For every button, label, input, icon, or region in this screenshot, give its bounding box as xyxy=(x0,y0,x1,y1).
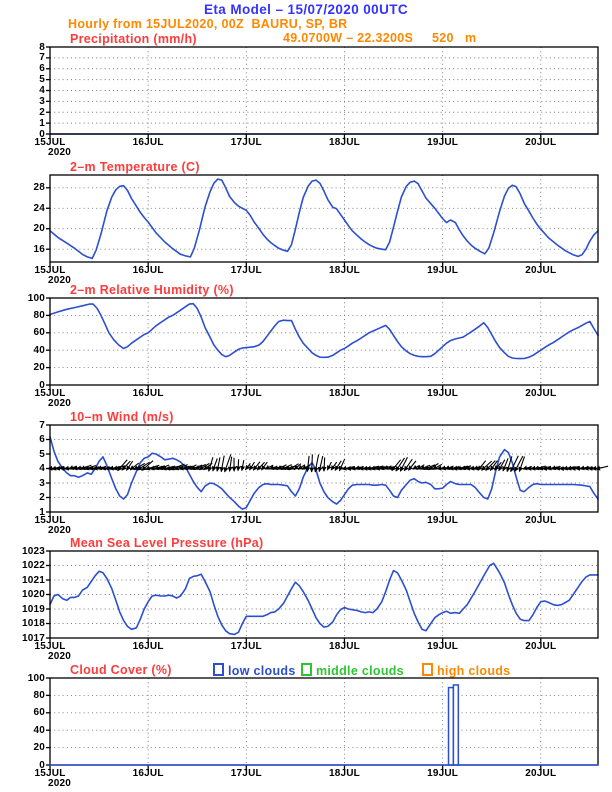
x-tick-label: 16JUL xyxy=(132,768,164,779)
y-tick-label: 1020 xyxy=(21,589,45,600)
x-tick-label: 17JUL xyxy=(230,515,262,526)
panel-title-1: 2–m Temperature (C) xyxy=(70,160,200,174)
y-tick-label: 1017 xyxy=(21,632,45,644)
y-tick-label: 0 xyxy=(39,759,45,771)
y-tick-label: 1022 xyxy=(21,560,45,571)
x-tick-label: 19JUL xyxy=(427,388,459,399)
x-tick-label: 18JUL xyxy=(328,515,360,526)
y-tick-label: 5 xyxy=(39,448,45,460)
y-tick-label: 6 xyxy=(39,434,45,445)
wind-arrow-icon xyxy=(230,457,232,472)
x-tick-label: 15JUL xyxy=(34,388,66,399)
x-tick-label: 19JUL xyxy=(427,515,459,526)
x-tick-year-label: 2020 xyxy=(48,275,72,286)
x-tick-label: 17JUL xyxy=(230,641,262,652)
y-tick-label: 7 xyxy=(39,52,45,64)
wind-arrow-icon xyxy=(209,457,213,471)
panel-title-4: Mean Sea Level Pressure (hPa) xyxy=(70,536,264,550)
high-clouds-swatch-icon xyxy=(422,663,433,676)
legend-item-high-clouds xyxy=(422,663,510,678)
y-tick-label: 2 xyxy=(39,492,45,503)
wind-arrow-icon xyxy=(319,456,323,472)
y-tick-label: 4 xyxy=(39,463,45,474)
x-tick-label: 20JUL xyxy=(525,137,557,148)
x-tick-year-label: 2020 xyxy=(48,525,72,536)
y-tick-label: 1023 xyxy=(21,545,45,557)
y-tick-label: 20 xyxy=(33,742,45,754)
y-tick-label: 5 xyxy=(39,74,45,86)
x-tick-label: 20JUL xyxy=(525,515,557,526)
x-tick-label: 15JUL xyxy=(34,515,66,526)
panel-title-0: Precipitation (mm/h) xyxy=(70,32,197,46)
x-tick-label: 16JUL xyxy=(132,641,164,652)
x-tick-label: 17JUL xyxy=(230,388,262,399)
y-tick-label: 3 xyxy=(39,477,45,489)
y-tick-label: 100 xyxy=(27,672,45,684)
y-tick-label: 1 xyxy=(39,506,45,518)
panel-title-2: 2–m Relative Humidity (%) xyxy=(70,283,234,297)
x-tick-year-label: 2020 xyxy=(48,147,72,158)
wind-direction-arrows xyxy=(48,454,608,472)
x-tick-label: 17JUL xyxy=(230,137,262,148)
y-tick-label: 1 xyxy=(39,117,45,129)
x-tick-label: 20JUL xyxy=(525,641,557,652)
y-tick-label: 6 xyxy=(39,63,45,75)
wind-arrow-icon xyxy=(315,455,318,473)
x-tick-label: 19JUL xyxy=(427,641,459,652)
x-tick-label: 18JUL xyxy=(328,768,360,779)
x-tick-label: 19JUL xyxy=(427,137,459,148)
plot-frame xyxy=(50,678,598,765)
y-tick-label: 7 xyxy=(39,419,45,431)
plot-area-4 xyxy=(50,551,598,638)
wind-arrow-icon xyxy=(324,458,325,472)
x-tick-label: 19JUL xyxy=(427,265,459,276)
wind-arrow-icon xyxy=(213,459,218,472)
run-subtitle: Hourly from 15JUL2020, 00Z BAURU, SP, BR xyxy=(68,17,348,31)
wind-arrow-icon xyxy=(217,457,220,471)
x-tick-label: 20JUL xyxy=(525,388,557,399)
legend-item-low-clouds xyxy=(213,663,296,678)
wind-arrow-icon xyxy=(478,461,486,471)
plot-area-5 xyxy=(50,678,598,765)
plot-area-1 xyxy=(50,175,598,262)
legend-label: low clouds xyxy=(228,664,296,678)
x-tick-label: 16JUL xyxy=(132,515,164,526)
x-tick-label: 16JUL xyxy=(132,265,164,276)
station-coordinates: 49.0700W – 22.3200S 520 m xyxy=(283,31,477,45)
y-tick-label: 100 xyxy=(27,292,45,304)
x-tick-label: 17JUL xyxy=(230,265,262,276)
middle-clouds-swatch-icon xyxy=(301,663,312,676)
wind_speed_10m-line xyxy=(50,437,598,510)
panel-title-5: Cloud Cover (%) xyxy=(70,663,172,677)
y-tick-label: 60 xyxy=(33,707,45,719)
x-tick-label: 18JUL xyxy=(328,137,360,148)
x-tick-label: 18JUL xyxy=(328,641,360,652)
y-tick-label: 40 xyxy=(33,344,45,356)
y-tick-label: 28 xyxy=(33,182,45,194)
x-tick-label: 15JUL xyxy=(34,768,66,779)
y-tick-label: 0 xyxy=(39,128,45,140)
legend-label: middle clouds xyxy=(316,664,404,678)
low_clouds_bar xyxy=(453,685,458,765)
wind-arrow-icon xyxy=(307,456,309,472)
legend-item-middle-clouds xyxy=(301,663,404,678)
x-tick-label: 20JUL xyxy=(525,265,557,276)
x-tick-label: 18JUL xyxy=(328,388,360,399)
y-tick-label: 8 xyxy=(39,41,45,53)
x-tick-label: 17JUL xyxy=(230,768,262,779)
x-tick-label: 16JUL xyxy=(132,137,164,148)
x-tick-label: 15JUL xyxy=(34,265,66,276)
page-title: Eta Model – 15/07/2020 00UTC xyxy=(203,2,409,17)
x-tick-label: 18JUL xyxy=(328,265,360,276)
y-tick-label: 80 xyxy=(33,689,45,701)
x-tick-label: 15JUL xyxy=(34,137,66,148)
y-tick-label: 80 xyxy=(33,309,45,321)
y-tick-label: 3 xyxy=(39,95,45,107)
plot-frame xyxy=(50,298,598,385)
wind-arrow-icon xyxy=(238,459,239,471)
y-tick-label: 24 xyxy=(33,202,45,214)
temperature_2m-line xyxy=(50,179,598,258)
wind-arrow-icon xyxy=(242,460,244,470)
x-tick-label: 15JUL xyxy=(34,641,66,652)
y-tick-label: 4 xyxy=(39,85,45,96)
x-tick-label: 16JUL xyxy=(132,388,164,399)
x-tick-label: 19JUL xyxy=(427,768,459,779)
y-tick-label: 1018 xyxy=(21,618,45,629)
plot-area-0 xyxy=(50,47,598,134)
y-tick-label: 1019 xyxy=(21,603,45,615)
panel-title-3: 10–m Wind (m/s) xyxy=(70,410,174,424)
wind-arrow-icon xyxy=(327,462,331,470)
plot-area-2 xyxy=(50,298,598,385)
y-tick-label: 2 xyxy=(39,106,45,118)
x-tick-label: 20JUL xyxy=(525,768,557,779)
y-tick-label: 20 xyxy=(33,362,45,374)
plot-area-3 xyxy=(50,425,598,512)
y-tick-label: 40 xyxy=(33,724,45,736)
x-tick-year-label: 2020 xyxy=(48,651,72,662)
y-tick-label: 20 xyxy=(33,223,45,235)
wind-arrow-icon xyxy=(312,454,313,472)
low-clouds-swatch-icon xyxy=(213,663,224,676)
wind-arrow-icon xyxy=(221,456,224,472)
x-tick-year-label: 2020 xyxy=(48,778,72,789)
y-tick-label: 16 xyxy=(33,243,45,255)
y-tick-label: 60 xyxy=(33,327,45,339)
legend-label: high clouds xyxy=(437,664,511,678)
x-tick-year-label: 2020 xyxy=(48,398,72,409)
y-tick-label: 0 xyxy=(39,379,45,391)
y-tick-label: 1021 xyxy=(21,574,45,586)
